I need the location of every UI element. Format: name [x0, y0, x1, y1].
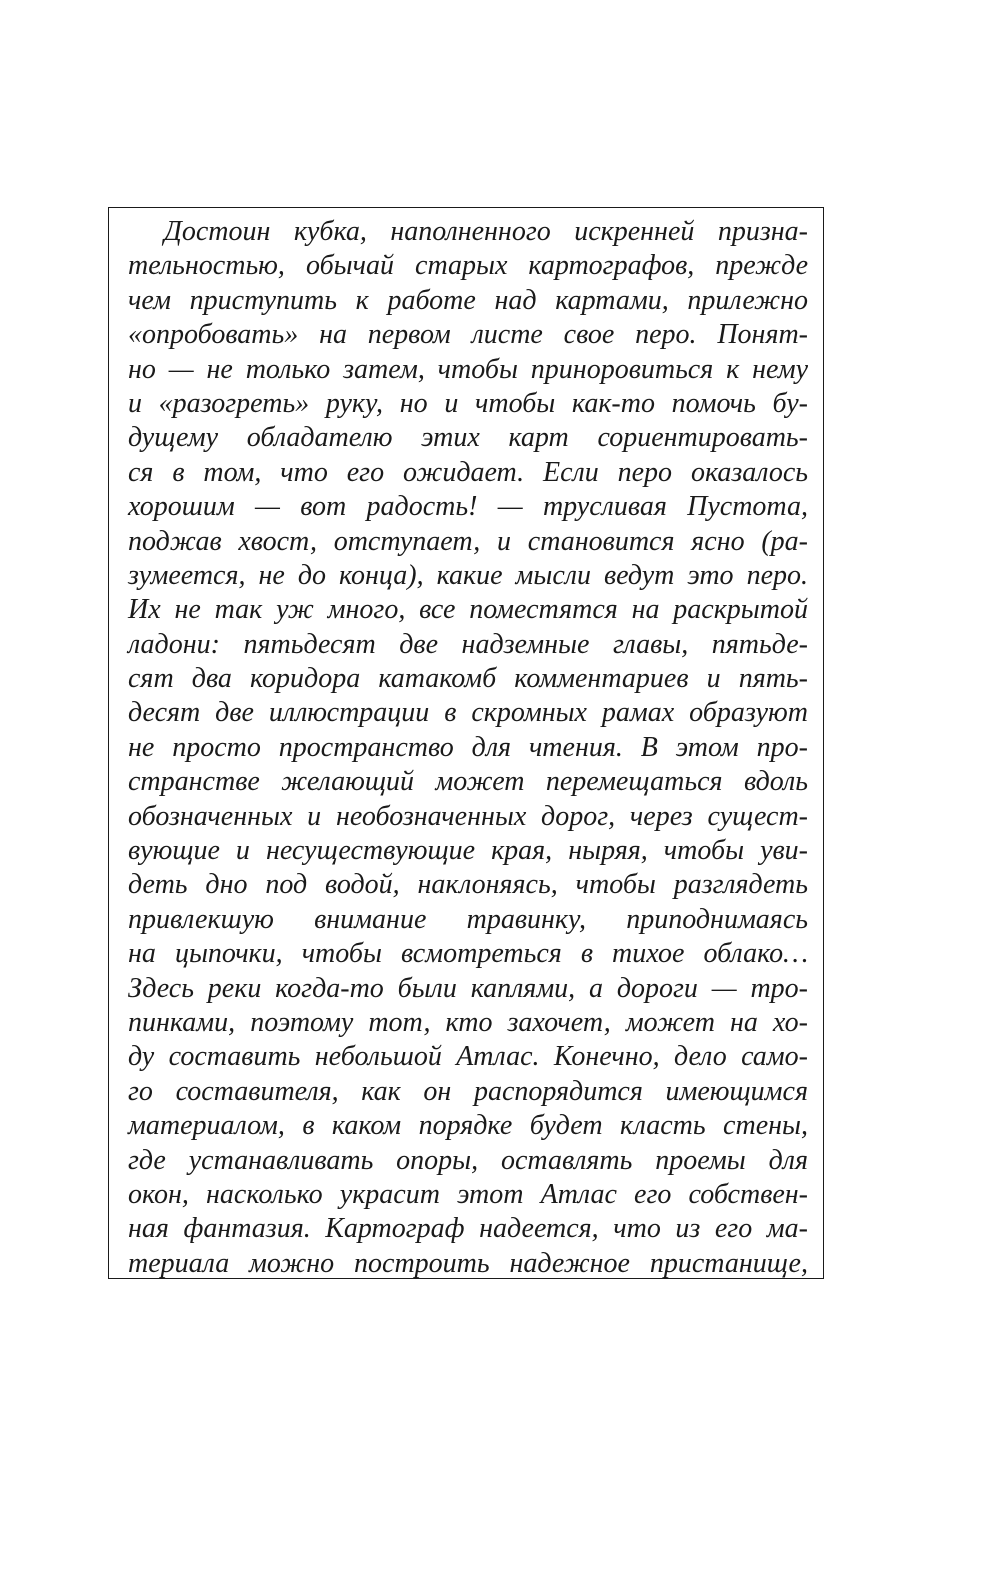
text-line: на цыпочки, чтобы всмотреться в тихое облако…	[128, 938, 808, 970]
text-line: и «разогреть» руку, но и чтобы как-то помочь бу-	[128, 387, 808, 419]
text-line: деть дно под водой, наклоняясь, чтобы разглядеть	[128, 869, 808, 901]
text-line: териала можно построить надежное пристанище,	[128, 1247, 808, 1279]
text-line: где устанавливать опоры, оставлять проемы для	[128, 1144, 808, 1176]
text-line: ладони: пятьдесят две надземные главы, пятьде-	[128, 628, 808, 660]
text-line: поджав хвост, отступает, и становится ясно (ра-	[128, 525, 808, 557]
text-line: странстве желающий может перемещаться вдоль	[128, 766, 808, 798]
text-line: окон, насколько украсит этот Атлас его собствен-	[128, 1178, 808, 1210]
text-line: чем приступить к работе над картами, прилежно	[128, 284, 808, 316]
text-line: Их не так уж много, все поместятся на раскрытой	[128, 594, 808, 626]
text-line: но — не только затем, чтобы приноровиться к нему	[128, 353, 808, 385]
text-line: дущему обладателю этих карт сориентировать-	[128, 422, 808, 454]
text-line: не просто пространство для чтения. В этом про-	[128, 731, 808, 763]
text-line: ная фантазия. Картограф надеется, что из его ма-	[128, 1213, 808, 1245]
text-line: тельностью, обычай старых картографов, прежде	[128, 250, 808, 282]
text-line: материалом, в каком порядке будет класть стены,	[128, 1110, 808, 1142]
body-text	[128, 215, 808, 1281]
text-line: ся в том, что его ожидает. Если перо оказалось	[128, 456, 808, 488]
text-line: Здесь реки когда-то были каплями, а дороги — тро-	[128, 972, 808, 1004]
text-line: «опробовать» на первом листе свое перо. Понят-	[128, 319, 808, 351]
text-line: го составителя, как он распорядится имеющимся	[128, 1075, 808, 1107]
text-line: Достоин кубка, наполненного искренней призна-	[164, 216, 808, 247]
text-line: привлекшую внимание травинку, приподнимаясь	[128, 903, 808, 935]
text-line: пинками, поэтому тот, кто захочет, может на хо-	[128, 1006, 808, 1038]
text-line: вующие и несуществующие края, ныряя, чтобы уви-	[128, 835, 808, 867]
text-line: хорошим — вот радость! — трусливая Пустота,	[128, 491, 808, 523]
text-line: ду составить небольшой Атлас. Конечно, дело само-	[128, 1041, 808, 1073]
text-line: сят два коридора катакомб комментариев и пять-	[128, 663, 808, 695]
text-line: десят две иллюстрации в скромных рамах образуют	[128, 697, 808, 729]
text-line: зумеется, не до конца), какие мысли ведут это перо.	[128, 559, 808, 591]
text-line: обозначенных и необозначенных дорог, через сущест-	[128, 800, 808, 832]
